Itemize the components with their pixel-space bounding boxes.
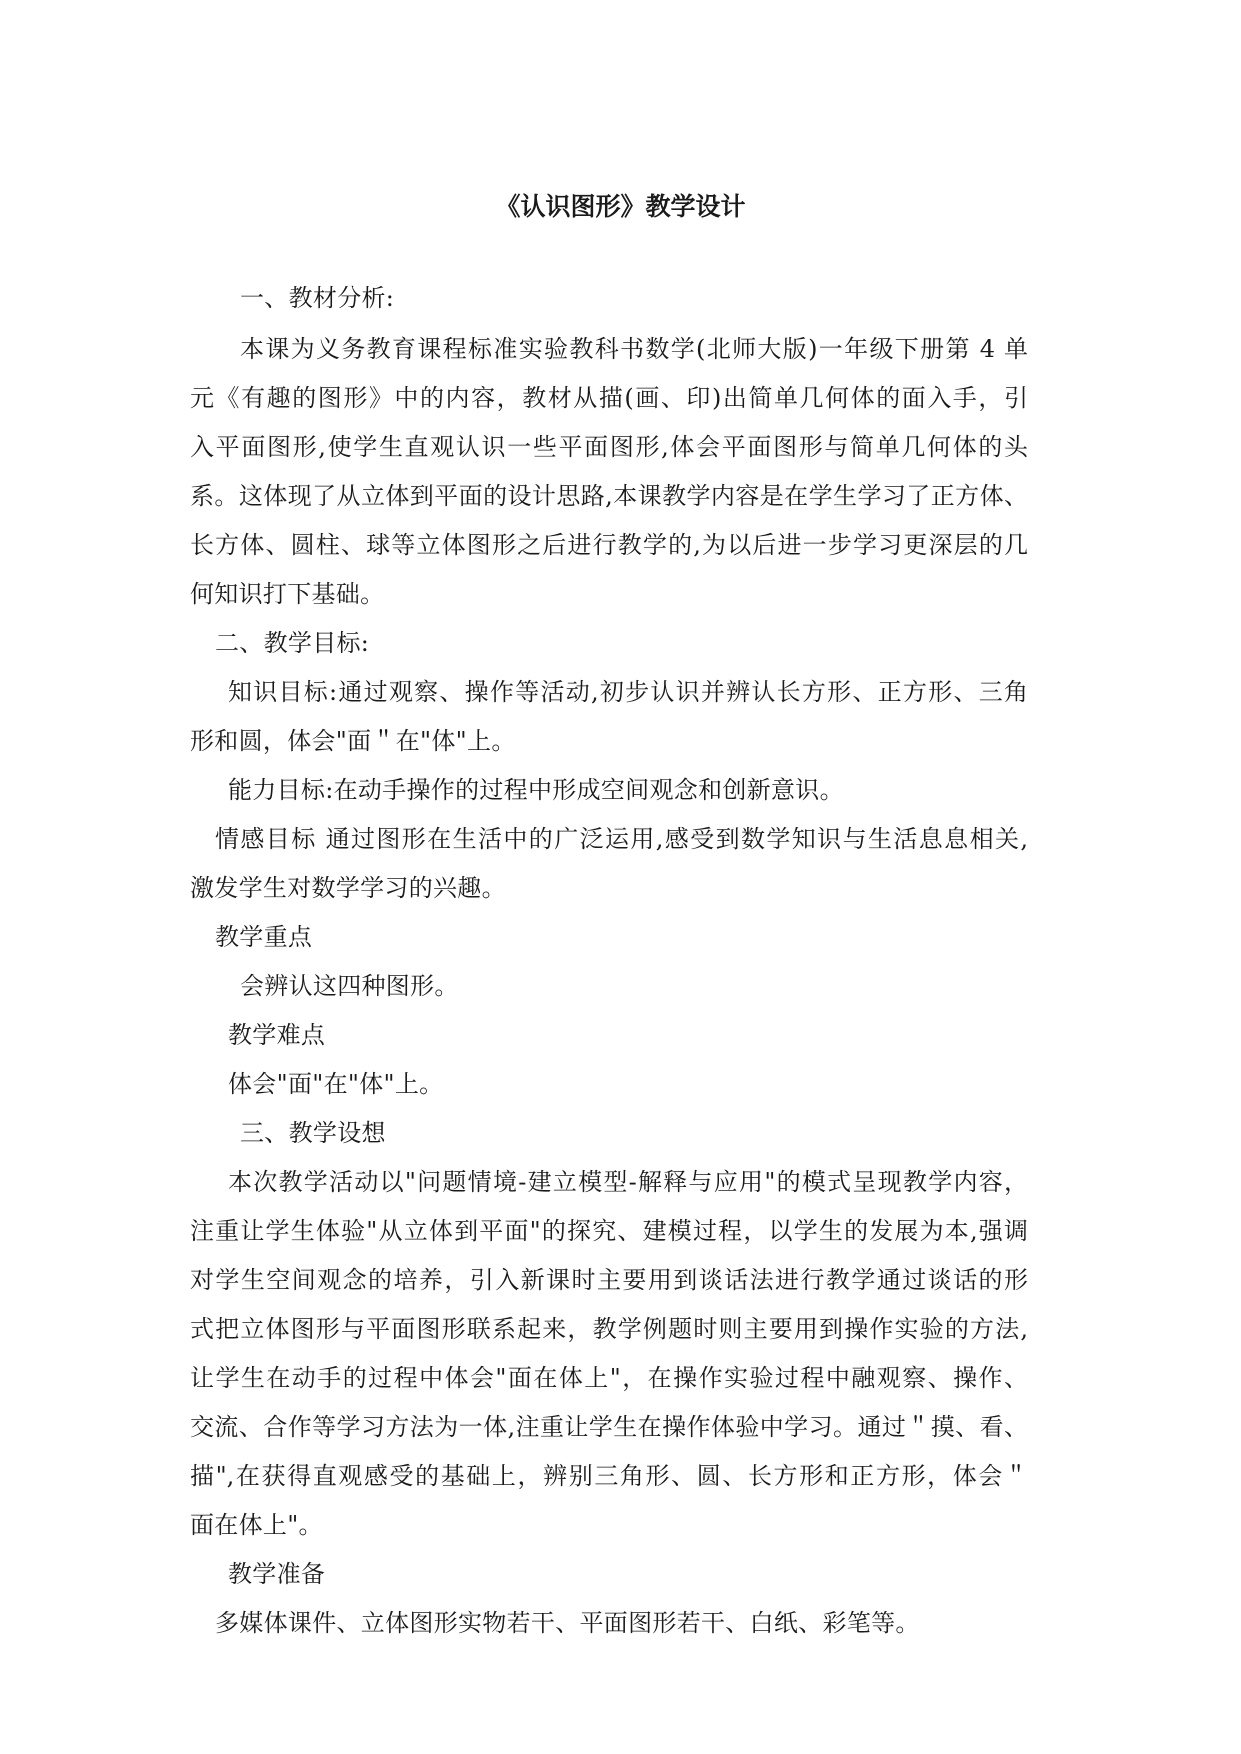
paragraph-line: 描",在获得直观感受的基础上，辨别三角形、圆、长方形和正方形，体会＂ [190,1462,1028,1490]
paragraph-line: 本课为义务教育课程标准实验教科书数学(北师大版)一年级下册第 4 单 [240,335,1028,363]
section-heading-teaching-goals: 二、教学目标: [215,629,370,657]
paragraph-line: 体会"面"在"体"上。 [228,1070,444,1098]
paragraph-line: 会辨认这四种图形。 [240,972,459,1000]
paragraph-line: 激发学生对数学学习的兴趣。 [190,874,506,902]
paragraph-line: 系。这体现了从立体到平面的设计思路,本课教学内容是在学生学习了正方体、 [190,482,1028,510]
subheading-key-points: 教学重点 [215,923,313,951]
paragraph-line: 知识目标:通过观察、操作等活动,初步认识并辨认长方形、正方形、三角 [228,678,1028,706]
paragraph-line: 能力目标:在动手操作的过程中形成空间观念和创新意识。 [228,776,844,804]
paragraph-line: 入平面图形,使学生直观认识一些平面图形,体会平面图形与简单几何体的头 [190,433,1028,461]
paragraph-line: 本次教学活动以"问题情境-建立模型-解释与应用"的模式呈现教学内容， [228,1168,1028,1196]
paragraph-line: 对学生空间观念的培养，引入新课时主要用到谈话法进行教学通过谈话的形 [190,1266,1028,1294]
document-title: 《认识图形》教学设计 [495,192,746,221]
paragraph-line: 多媒体课件、立体图形实物若干、平面图形若干、白纸、彩笔等。 [215,1609,920,1637]
paragraph-line: 长方体、圆柱、球等立体图形之后进行教学的,为以后进一步学习更深层的几 [190,531,1028,559]
subheading-difficulties: 教学难点 [228,1021,326,1049]
paragraph-line: 情感目标 通过图形在生活中的广泛运用,感受到数学知识与生活息息相关, [215,825,1028,853]
section-heading-material-analysis: 一、教材分析: [240,284,395,312]
paragraph-line: 让学生在动手的过程中体会"面在体上"，在操作实验过程中融观察、操作、 [190,1364,1028,1392]
paragraph-line: 元《有趣的图形》中的内容，教材从描(画、印)出简单几何体的面入手，引 [190,384,1028,412]
paragraph-line: 式把立体图形与平面图形联系起来，教学例题时则主要用到操作实验的方法, [190,1315,1028,1343]
subheading-preparation: 教学准备 [228,1560,326,1588]
section-heading-teaching-concept: 三、教学设想 [240,1119,386,1147]
paragraph-line: 面在体上"。 [190,1511,323,1539]
paragraph-line: 注重让学生体验"从立体到平面"的探究、建模过程，以学生的发展为本,强调 [190,1217,1028,1245]
paragraph-line: 形和圆，体会"面＂在"体"上。 [190,727,516,755]
paragraph-line: 何知识打下基础。 [190,580,385,608]
paragraph-line: 交流、合作等学习方法为一体,注重让学生在操作体验中学习。通过＂摸、看、 [190,1413,1028,1441]
